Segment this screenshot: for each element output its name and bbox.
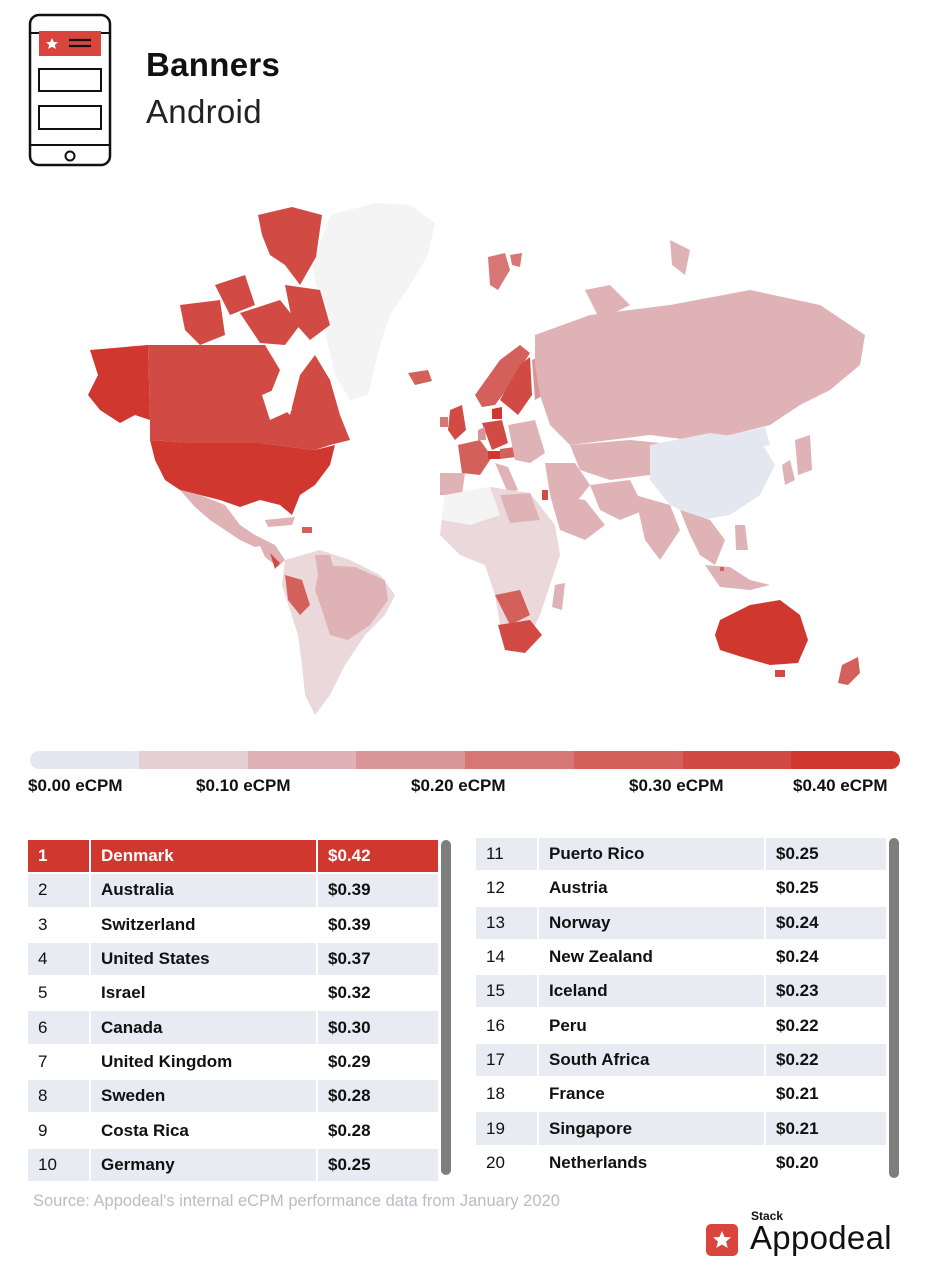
legend-label-3: $0.30 eCPM <box>629 776 724 795</box>
rank-cell: 14 <box>476 941 539 973</box>
table-row <box>476 975 886 1009</box>
alaska <box>88 345 150 423</box>
page-subtitle: Android <box>146 93 262 130</box>
table-row <box>28 1114 438 1148</box>
rank-cell: 19 <box>476 1112 539 1144</box>
table-row <box>28 1011 438 1045</box>
south-africa <box>498 620 542 653</box>
value-cell: $0.21 <box>776 1084 819 1104</box>
table-row <box>476 872 886 906</box>
country-cell: Israel <box>91 977 318 1009</box>
australia <box>715 600 808 665</box>
table-row <box>28 1149 438 1183</box>
value-cell: $0.23 <box>776 981 819 1001</box>
ranking-table-left <box>28 840 438 1183</box>
country-cell: Netherlands <box>539 1147 766 1179</box>
value-cell: $0.29 <box>328 1051 371 1071</box>
value-cell: $0.28 <box>328 1086 371 1106</box>
table-row <box>476 1009 886 1043</box>
country-cell: Costa Rica <box>91 1114 318 1146</box>
rank-cell: 4 <box>28 943 91 975</box>
country-cell: Austria <box>539 872 766 904</box>
rank-cell: 8 <box>28 1080 91 1112</box>
rank-cell: 2 <box>28 874 91 906</box>
rank-cell: 9 <box>28 1114 91 1146</box>
france <box>458 440 492 475</box>
country-cell: Sweden <box>91 1080 318 1112</box>
value-cell: $0.20 <box>776 1152 819 1172</box>
country-cell: United Kingdom <box>91 1046 318 1078</box>
legend-label-0: $0.00 eCPM <box>28 776 123 795</box>
phone-banner-icon <box>28 13 112 167</box>
value-cell: $0.25 <box>328 1154 371 1174</box>
legend-segment <box>248 751 357 769</box>
value-cell: $0.39 <box>328 880 371 900</box>
table-row <box>476 1112 886 1146</box>
country-cell: Peru <box>539 1009 766 1041</box>
table-row <box>28 874 438 908</box>
value-cell: $0.25 <box>776 878 819 898</box>
rank-cell: 7 <box>28 1046 91 1078</box>
value-cell: $0.21 <box>776 1118 819 1138</box>
country-cell: Iceland <box>539 975 766 1007</box>
germany <box>482 420 508 450</box>
value-cell: $0.22 <box>776 1049 819 1069</box>
canada <box>148 345 350 450</box>
legend-label-4: $0.40 eCPM <box>793 776 888 795</box>
table-row <box>28 1046 438 1080</box>
rank-cell: 13 <box>476 907 539 939</box>
legend-segment <box>465 751 574 769</box>
rank-cell: 11 <box>476 838 539 870</box>
legend-segment <box>791 751 900 769</box>
country-cell: Australia <box>91 874 318 906</box>
logo-name: Appodeal <box>750 1219 892 1256</box>
rank-cell: 10 <box>28 1149 91 1181</box>
appodeal-star-icon <box>706 1224 738 1256</box>
source-note: Source: Appodeal's internal eCPM performance data from January 2020 <box>33 1192 560 1210</box>
scrollbar-left[interactable] <box>441 840 451 1175</box>
scrollbar-right[interactable] <box>889 838 899 1178</box>
value-cell: $0.42 <box>328 846 371 866</box>
value-cell: $0.22 <box>776 1015 819 1035</box>
legend-segment <box>30 751 139 769</box>
value-cell: $0.24 <box>776 912 819 932</box>
country-cell: New Zealand <box>539 941 766 973</box>
ranking-table-right <box>476 838 886 1181</box>
rank-cell: 6 <box>28 1011 91 1043</box>
country-cell: Denmark <box>91 840 318 872</box>
rank-cell: 16 <box>476 1009 539 1041</box>
greenland <box>312 203 435 400</box>
rank-cell: 17 <box>476 1044 539 1076</box>
table-row <box>28 943 438 977</box>
rank-cell: 12 <box>476 872 539 904</box>
country-cell: South Africa <box>539 1044 766 1076</box>
table-row <box>28 840 438 874</box>
legend-segment <box>139 751 248 769</box>
table-row <box>28 977 438 1011</box>
page-title: Banners <box>146 46 281 83</box>
table-row <box>28 1080 438 1114</box>
country-cell: Switzerland <box>91 909 318 941</box>
united-kingdom <box>448 405 466 440</box>
logo-stack-label: Stack <box>751 1209 784 1223</box>
rank-cell: 15 <box>476 975 539 1007</box>
value-cell: $0.39 <box>328 914 371 934</box>
denmark <box>492 407 502 419</box>
country-cell: United States <box>91 943 318 975</box>
israel <box>542 490 548 500</box>
legend-color-scale <box>30 751 900 769</box>
rank-cell: 1 <box>28 840 91 872</box>
value-cell: $0.25 <box>776 844 819 864</box>
table-row <box>476 1078 886 1112</box>
country-cell: France <box>539 1078 766 1110</box>
rank-cell: 20 <box>476 1147 539 1179</box>
country-cell: Germany <box>91 1149 318 1181</box>
rank-cell: 3 <box>28 909 91 941</box>
table-row <box>476 907 886 941</box>
value-cell: $0.32 <box>328 983 371 1003</box>
country-cell: Canada <box>91 1011 318 1043</box>
table-row <box>28 909 438 943</box>
legend-label-1: $0.10 eCPM <box>196 776 291 795</box>
value-cell: $0.37 <box>328 949 371 969</box>
rank-cell: 18 <box>476 1078 539 1110</box>
world-map <box>30 195 910 735</box>
table-row <box>476 1044 886 1078</box>
united-states <box>150 440 335 515</box>
value-cell: $0.24 <box>776 947 819 967</box>
country-cell: Puerto Rico <box>539 838 766 870</box>
value-cell: $0.28 <box>328 1120 371 1140</box>
legend-segment <box>356 751 465 769</box>
new-zealand <box>838 657 860 685</box>
country-cell: Singapore <box>539 1112 766 1144</box>
russia <box>535 290 865 445</box>
rank-cell: 5 <box>28 977 91 1009</box>
country-cell: Norway <box>539 907 766 939</box>
table-row <box>476 941 886 975</box>
table-row <box>476 1147 886 1181</box>
iceland <box>408 370 432 385</box>
value-cell: $0.30 <box>328 1017 371 1037</box>
legend-segment <box>574 751 683 769</box>
legend-label-2: $0.20 eCPM <box>411 776 506 795</box>
legend-segment <box>683 751 792 769</box>
table-row <box>476 838 886 872</box>
